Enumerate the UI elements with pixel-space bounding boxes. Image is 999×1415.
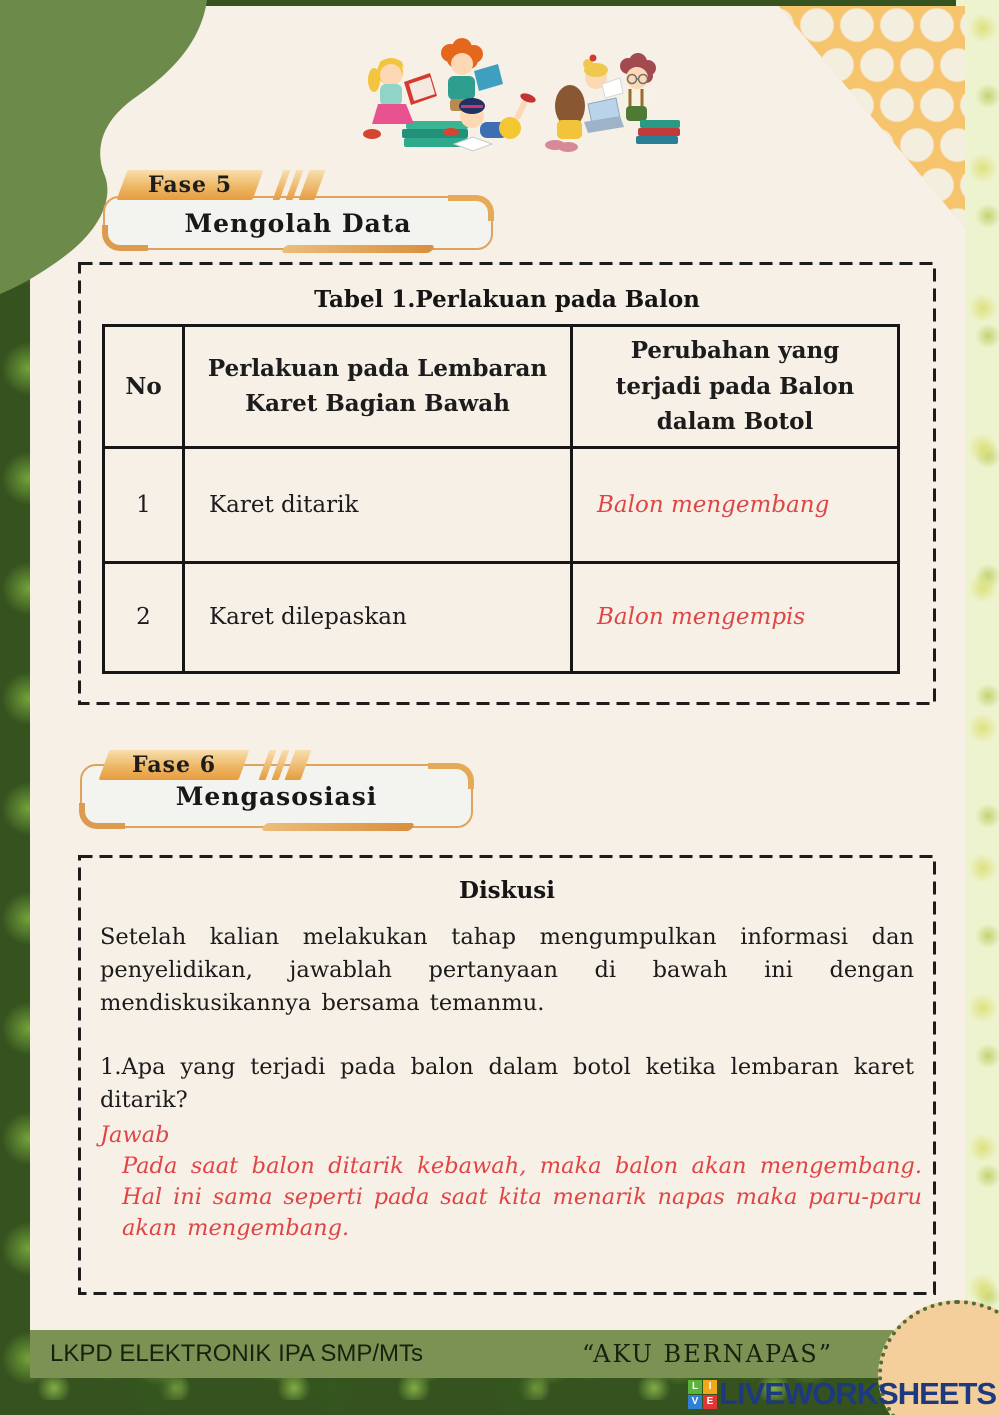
footer-right-text: “AKU BERNAPAS” xyxy=(582,1340,833,1368)
box-swoosh-accent xyxy=(281,245,436,253)
footer-bar xyxy=(30,1330,965,1378)
fase5-title-box xyxy=(103,196,493,250)
discussion-title: Diskusi xyxy=(459,877,555,904)
table-row xyxy=(104,562,899,672)
children-reading-illustration xyxy=(352,26,682,164)
jawab-label: Jawab xyxy=(100,1122,170,1148)
fase6-badge-label: Fase 6 xyxy=(131,752,217,778)
row1-no: 1 xyxy=(104,447,184,562)
student-answer[interactable]: Pada saat balon ditarik kebawah, maka balon akan mengembang. Hal ini sama seperti pada saat kita menarik napas maka paru-paru akan mengembang. xyxy=(122,1153,922,1241)
row2-perlakuan: Karet dilepaskan xyxy=(184,562,572,672)
balloon-table xyxy=(102,324,900,674)
box-swoosh-accent xyxy=(261,823,416,831)
table-header-row xyxy=(104,326,899,448)
row2-perubahan-answer[interactable]: Balon mengempis xyxy=(572,562,899,672)
col-header-no: No xyxy=(104,326,184,448)
row2-no: 2 xyxy=(104,562,184,672)
table-panel xyxy=(78,262,936,705)
discussion-question: 1.Apa yang terjadi pada balon dalam botol ketika lembaran karet ditarik? xyxy=(100,1054,914,1113)
box-corner-accent xyxy=(102,225,148,251)
fase5-badge-label: Fase 5 xyxy=(147,172,233,198)
footer-left-text: LKPD ELEKTRONIK IPA SMP/MTs xyxy=(50,1340,423,1367)
logo-letter-e: E xyxy=(703,1395,717,1409)
table-row xyxy=(104,447,899,562)
fase5-badge xyxy=(117,170,264,200)
box-corner-accent xyxy=(448,195,494,221)
liveworksheets-logo-icon xyxy=(688,1380,717,1409)
logo-letter-v: V xyxy=(688,1395,702,1409)
col-header-perlakuan: Perlakuan pada Lembaran Karet Bagian Bawah xyxy=(184,326,572,448)
box-corner-accent xyxy=(79,803,125,829)
fase6-title: Mengasosiasi xyxy=(175,781,378,811)
fase5-title: Mengolah Data xyxy=(184,208,412,238)
liveworksheets-logo[interactable] xyxy=(688,1376,996,1412)
logo-letter-i: I xyxy=(703,1380,717,1394)
col-header-perubahan: Perubahan yang terjadi pada Balon dalam Botol xyxy=(572,326,899,448)
box-corner-accent xyxy=(428,763,474,789)
logo-letter-l: L xyxy=(688,1380,702,1394)
discussion-intro: Setelah kalian melakukan tahap mengumpulkan informasi dan penyelidikan, jawablah pertanyaan di bawah ini dengan mendiskusikannya bersama temanmu. xyxy=(100,924,914,1016)
table-title: Tabel 1.Perlakuan pada Balon xyxy=(314,286,700,313)
row1-perlakuan: Karet ditarik xyxy=(184,447,572,562)
fase6-badge xyxy=(99,750,250,780)
liveworksheets-logo-text: LIVEWORKSHEETS xyxy=(719,1376,997,1411)
discussion-panel xyxy=(78,855,936,1295)
row1-perubahan-answer[interactable]: Balon mengembang xyxy=(572,447,899,562)
